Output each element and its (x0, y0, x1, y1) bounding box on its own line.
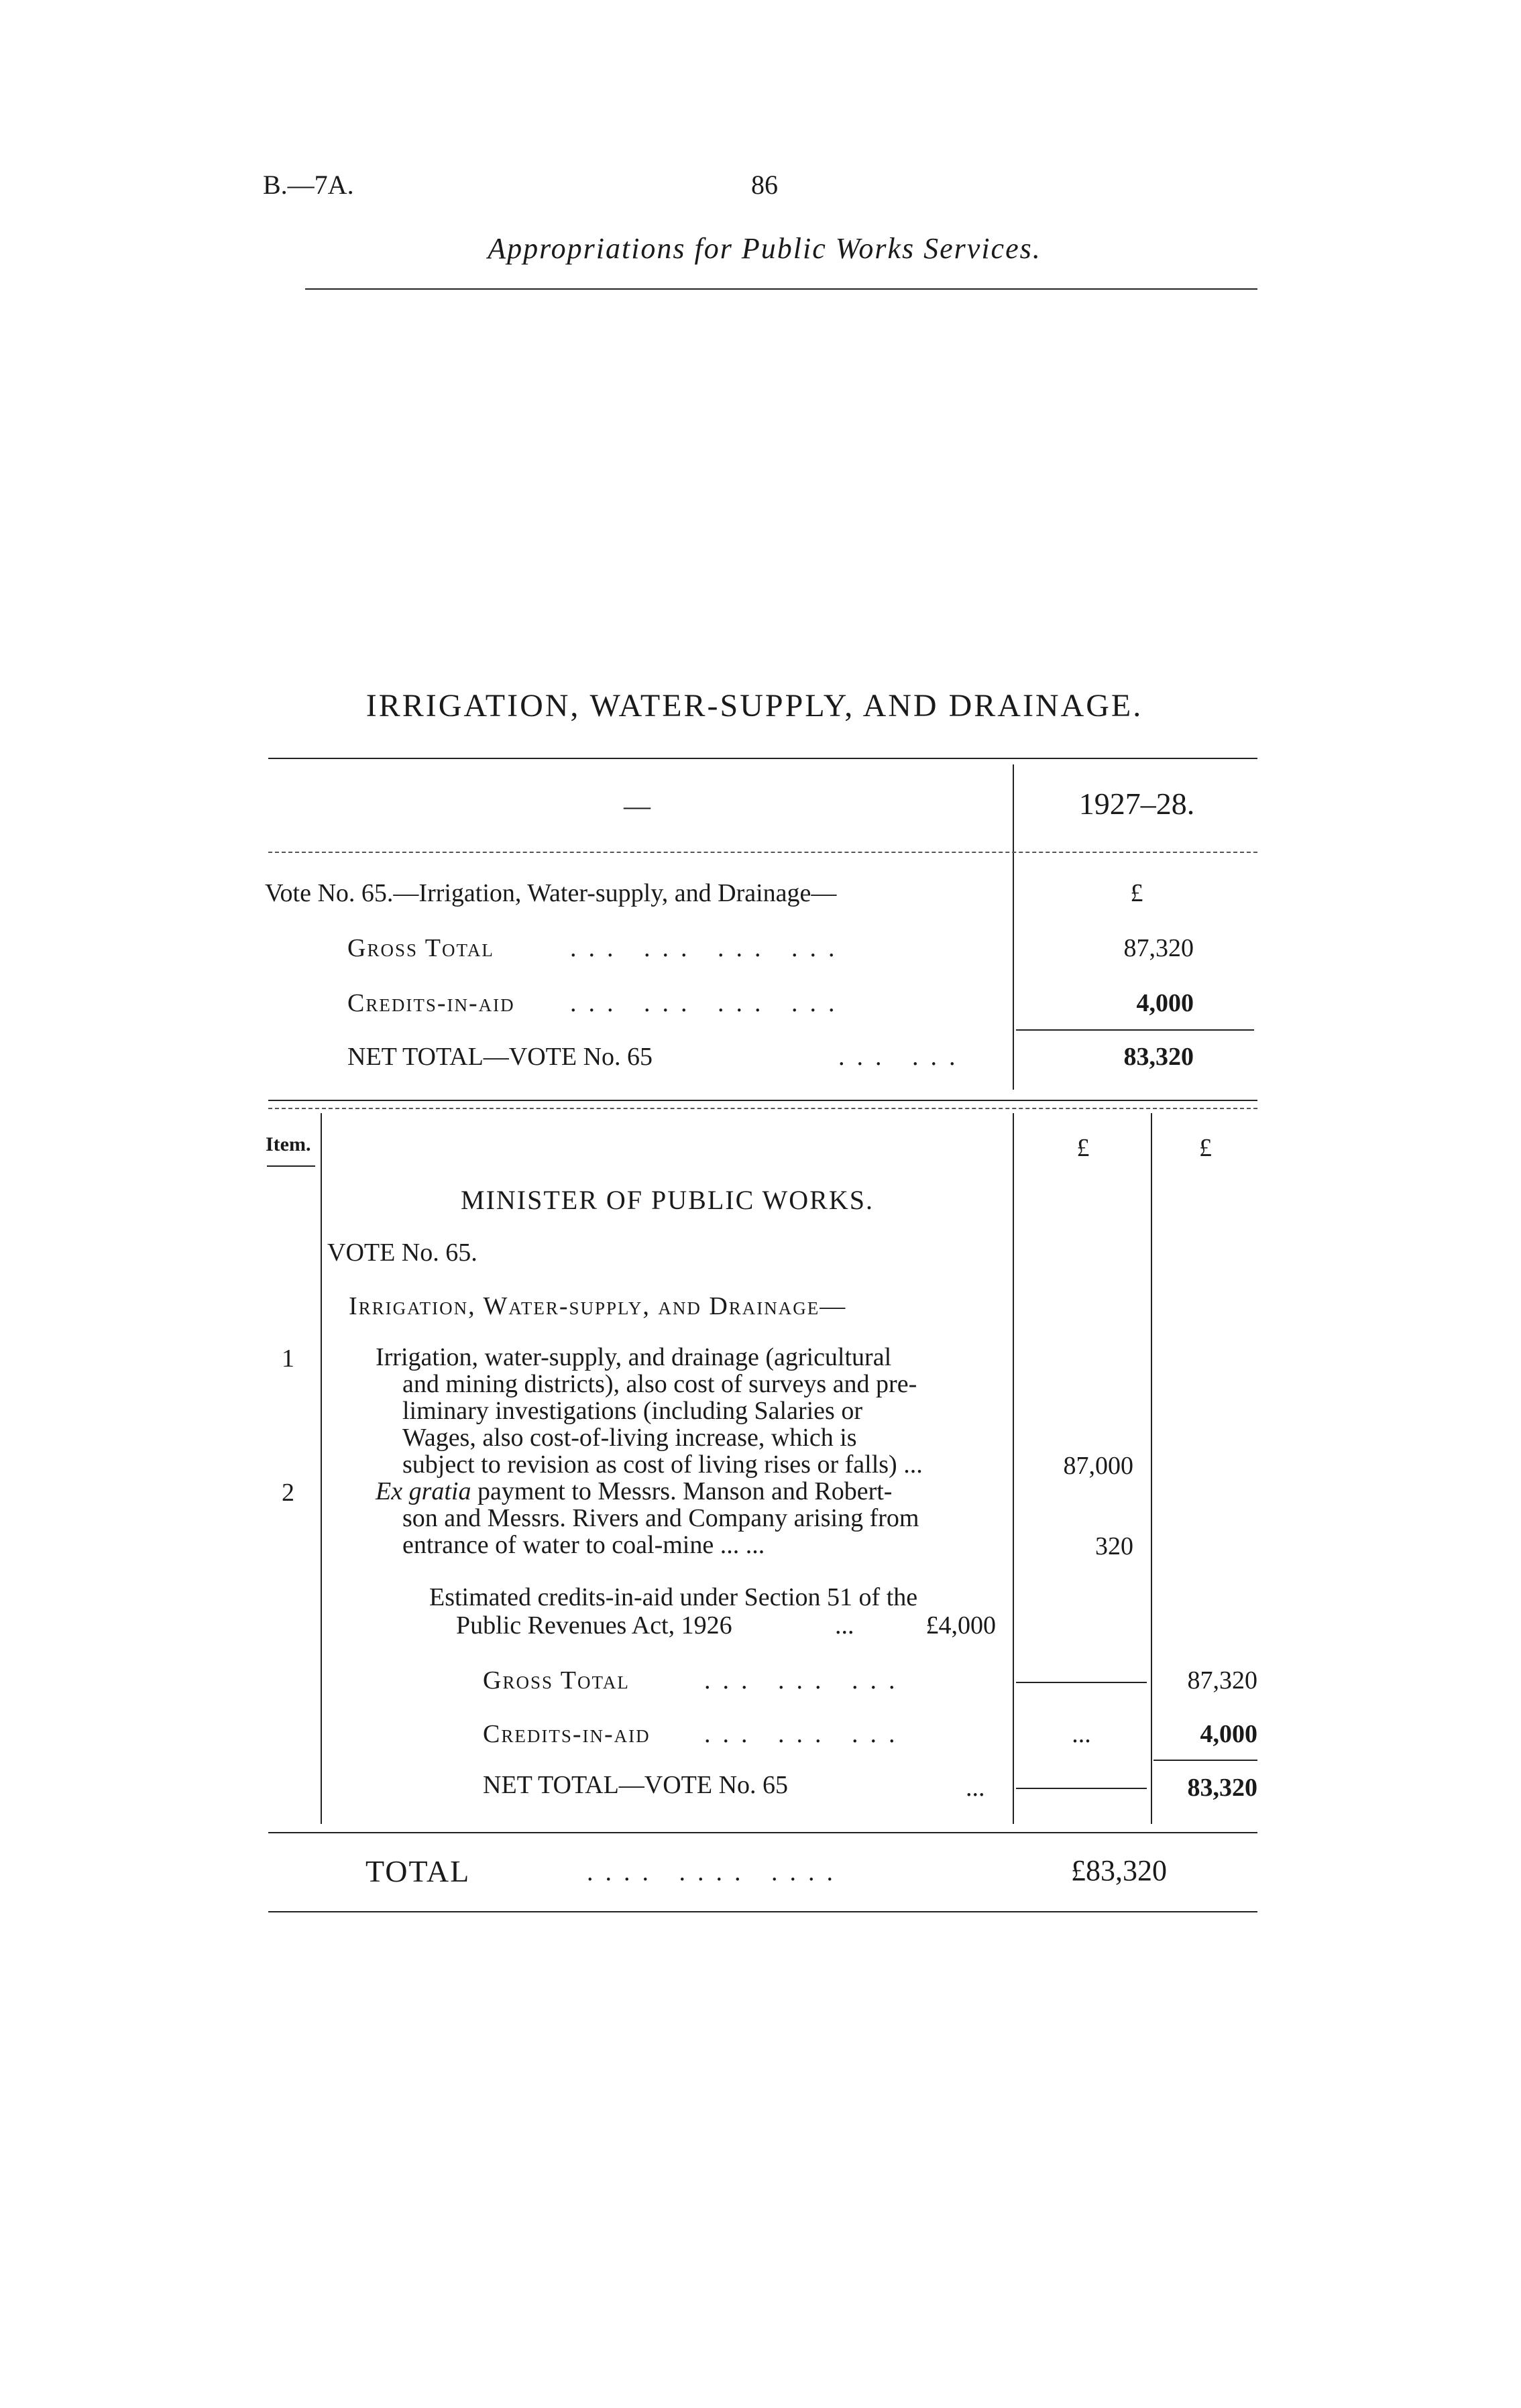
item-2-line-3: entrance of water to coal-mine ... ... (402, 1531, 765, 1559)
summary-divider (1013, 764, 1014, 1090)
grand-total-dots: .... .... .... (587, 1858, 845, 1886)
header-rule (305, 288, 1257, 290)
detail-credits-label: Credits-in-aid (483, 1720, 651, 1748)
detail-top-rule (268, 1108, 1257, 1109)
gross-total-rule (1016, 1682, 1147, 1683)
summary-credits-dots: ... ... ... ... (570, 989, 847, 1017)
summary-header-rule (268, 852, 1257, 853)
summary-currency: £ (1130, 879, 1143, 907)
summary-credits-label: Credits-in-aid (347, 989, 515, 1017)
summary-gross-dots: ... ... ... ... (570, 934, 847, 962)
summary-gross-value: 87,320 (1123, 934, 1194, 962)
summary-col-blank: — (624, 791, 651, 821)
item-1-line-2: and mining districts), also cost of surveys and pre- (402, 1370, 917, 1398)
detail-bottom-rule (268, 1832, 1257, 1833)
item-header-underline (267, 1165, 315, 1167)
estimated-credits-dots: ... (835, 1611, 854, 1640)
item-1-number: 1 (282, 1344, 294, 1373)
item-2-description (376, 1478, 1003, 1558)
grand-total-value: £83,320 (1071, 1854, 1167, 1887)
item-2-line-2: son and Messrs. Rivers and Company arising from (402, 1504, 919, 1532)
detail-item-divider (321, 1113, 322, 1824)
detail-net-label: NET TOTAL—VOTE No. 65 (483, 1771, 789, 1799)
detail-subhead: Irrigation, Water-supply, and Drainage— (349, 1292, 847, 1320)
item-1-line-5: subject to revision as cost of living rises or falls) ... (402, 1450, 923, 1479)
item-2-italic-lead: Ex gratia (376, 1477, 471, 1505)
item-2-line-1: payment to Messrs. Manson and Robert- (477, 1477, 893, 1505)
summary-net-value: 83,320 (1123, 1043, 1194, 1071)
detail-credits-mid-dots: ... (1072, 1720, 1091, 1748)
item-1-line-4: Wages, also cost-of-living increase, which is (402, 1424, 857, 1452)
grand-total-label: TOTAL (365, 1854, 471, 1888)
item-1-description (376, 1344, 1003, 1478)
grand-total-rule (268, 1911, 1257, 1912)
summary-net-dots: ... ... (838, 1043, 968, 1071)
summary-gross-label: Gross Total (347, 934, 494, 962)
section-title: IRRIGATION, WATER-SUPPLY, AND DRAINAGE. (365, 688, 1143, 724)
estimated-credits-line-2: Public Revenues Act, 1926 (456, 1611, 732, 1640)
summary-vote-label: Vote No. 65.—Irrigation, Water-supply, and Drainage— (265, 879, 837, 907)
item-2-number: 2 (282, 1479, 294, 1507)
detail-currency-2: £ (1199, 1134, 1212, 1162)
detail-net-dots: ... (966, 1774, 985, 1802)
detail-credits-value: 4,000 (1200, 1720, 1257, 1748)
item-1-line-3: liminary investigations (including Salaries or (402, 1397, 862, 1425)
item-1-amount: 87,000 (1063, 1452, 1133, 1480)
detail-credits-dots: ... ... ... (704, 1720, 907, 1748)
summary-credits-value: 4,000 (1136, 989, 1194, 1017)
summary-top-rule (268, 758, 1257, 759)
summary-net-label: NET TOTAL—VOTE No. 65 (347, 1043, 653, 1071)
detail-minister-heading: MINISTER OF PUBLIC WORKS. (461, 1185, 874, 1215)
summary-col-year: 1927–28. (1078, 787, 1195, 821)
running-title: Appropriations for Public Works Services. (488, 232, 1041, 265)
net-total-rule (1016, 1788, 1147, 1789)
page-number: 86 (751, 170, 778, 200)
detail-sum-rule (1153, 1760, 1257, 1761)
document-code: B.—7A. (263, 170, 354, 200)
estimated-credits-amount: £4,000 (925, 1611, 996, 1640)
detail-gross-label: Gross Total (483, 1666, 630, 1695)
detail-gross-value: 87,320 (1187, 1666, 1257, 1695)
detail-net-value: 83,320 (1187, 1774, 1257, 1802)
summary-sum-rule (1016, 1029, 1254, 1031)
summary-bottom-rule (268, 1100, 1257, 1101)
item-1-line-1: Irrigation, water-supply, and drainage (agricultural (376, 1343, 892, 1371)
estimated-credits-line-1: Estimated credits-in-aid under Section 51 of the (429, 1583, 918, 1611)
detail-gross-dots: ... ... ... (704, 1666, 907, 1695)
detail-amount1-divider (1013, 1113, 1014, 1824)
detail-currency-1: £ (1076, 1134, 1090, 1162)
detail-amount2-divider (1151, 1113, 1152, 1824)
detail-item-header: Item. (266, 1133, 311, 1155)
detail-vote-heading: VOTE No. 65. (327, 1239, 477, 1267)
item-2-amount: 320 (1095, 1532, 1133, 1560)
